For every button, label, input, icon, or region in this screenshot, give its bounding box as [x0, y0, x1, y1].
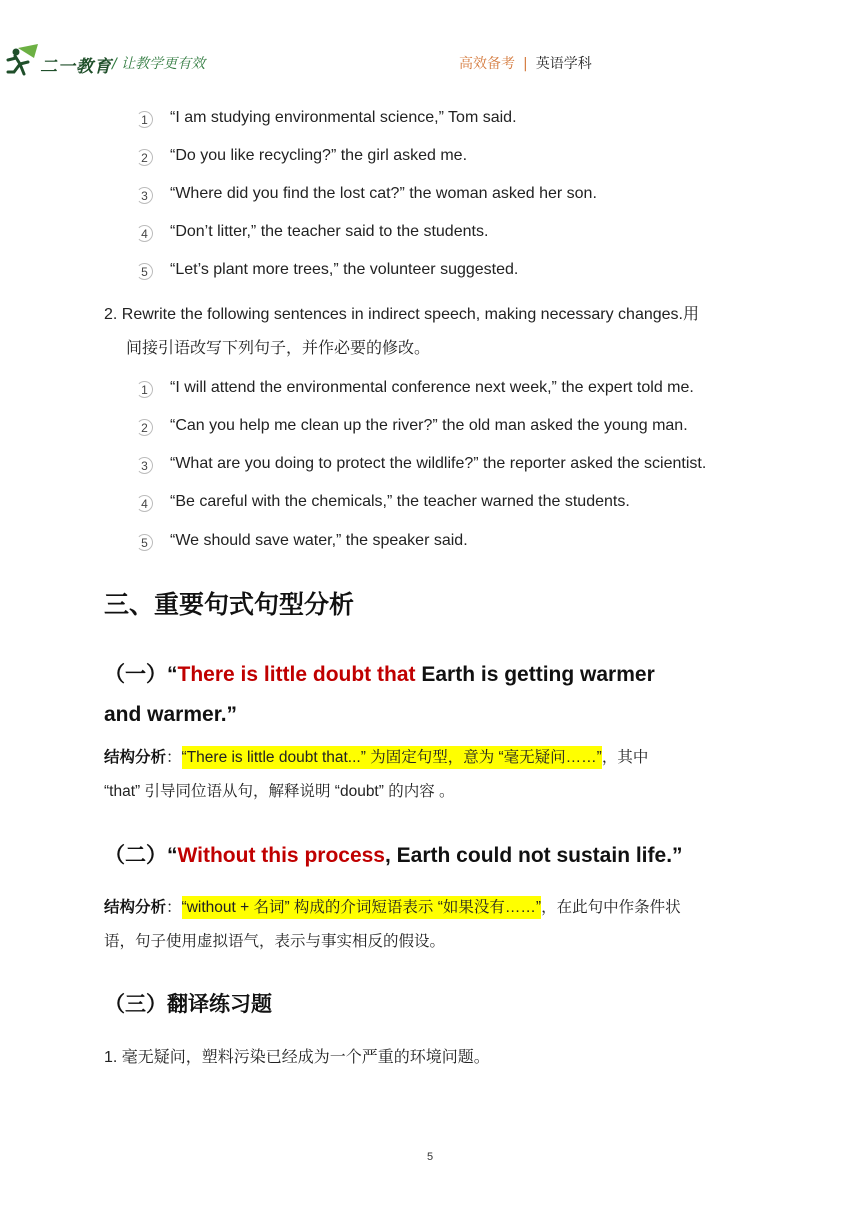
item-number: 1 [136, 111, 153, 128]
analysis-1 [104, 741, 764, 809]
highlighted-explanation: “without + 名词” 构成的介词短语表示 “如果没有……” [182, 896, 542, 919]
question-2-line1: 2. Rewrite the following sentences in indirect speech, making necessary changes.用 [104, 306, 699, 323]
item-text: “We should save water,” the speaker said. [170, 532, 468, 549]
question-2 [104, 298, 764, 366]
item-number: 3 [136, 187, 153, 204]
sub-heading-2-line1 [104, 836, 683, 876]
sub-heading-1-line1 [104, 655, 655, 695]
header-subject [459, 53, 592, 73]
item-number: 5 [136, 263, 153, 280]
analysis-2-line2: 语，句子使用虚拟语气，表示与事实相反的假设。 [104, 933, 446, 950]
sub-heading-prefix: （一）“ [104, 663, 178, 686]
section-3-title: 三、重要句式句型分析 [104, 590, 355, 619]
question-2-line2: 间接引语改写下列句子，并作必要的修改。 [126, 340, 431, 357]
item-number: 5 [136, 534, 153, 551]
key-phrase: There is little doubt that [177, 663, 416, 686]
item-text: “What are you doing to protect the wildlife?” the reporter asked the scientist. [170, 455, 707, 472]
header-tagline: 高效备考 [459, 56, 515, 72]
analysis-after: ，在此句中作条件状 [541, 899, 681, 916]
item-number: 2 [136, 149, 153, 166]
analysis-2-line1 [104, 891, 764, 925]
item-number: 2 [136, 419, 153, 436]
analysis-colon: ： [166, 749, 182, 766]
sub-heading-prefix: （二）“ [104, 844, 178, 867]
item-text: “Let’s plant more trees,” the volunteer suggested. [170, 261, 519, 278]
sub-heading-rest: , Earth could not sustain life.” [385, 844, 683, 867]
header-separator: | [523, 56, 528, 72]
item-number: 4 [136, 495, 153, 512]
item-text: “I am studying environmental science,” Tom said. [170, 109, 517, 126]
translation-question-1: 1. 毫无疑问，塑料污染已经成为一个严重的环境问题。 [104, 1049, 490, 1066]
slogan: / 让教学更有效 [112, 56, 206, 72]
highlighted-explanation: “There is little doubt that...” 为固定句型，意为 “毫无疑问……” [182, 746, 602, 769]
sub-heading-3: （三）翻译练习题 [104, 993, 272, 1016]
item-text: “Where did you find the lost cat?” the woman asked her son. [170, 185, 597, 202]
sub-heading-1 [104, 655, 655, 735]
page-header [0, 0, 860, 90]
item-number: 3 [136, 457, 153, 474]
item-text: “Do you like recycling?” the girl asked me. [170, 147, 468, 164]
logo-text: 二一教育 [40, 57, 112, 77]
brand-logo [4, 44, 124, 80]
analysis-label: 结构分析 [104, 899, 167, 916]
item-text: “Can you help me clean up the river?” the old man asked the young man. [170, 417, 688, 434]
analysis-after: ，其中 [601, 749, 649, 766]
item-number: 1 [136, 381, 153, 398]
item-text: “Don’t litter,” the teacher said to the students. [170, 223, 489, 240]
analysis-label: 结构分析 [104, 749, 167, 766]
key-phrase: Without this process [177, 844, 385, 867]
analysis-1-line2: “that” 引导同位语从句，解释说明 “doubt” 的内容 。 [104, 783, 455, 800]
analysis-2 [104, 891, 764, 959]
analysis-1-line1 [104, 741, 764, 775]
runner-logo-icon [4, 44, 44, 80]
sub-heading-2 [104, 836, 683, 876]
item-text: “I will attend the environmental conference next week,” the expert told me. [170, 379, 694, 396]
analysis-colon: ： [166, 899, 182, 916]
header-subject-name: 英语学科 [535, 56, 592, 72]
page-number: 5 [426, 1151, 434, 1163]
item-text: “Be careful with the chemicals,” the teacher warned the students. [170, 493, 630, 510]
item-number: 4 [136, 225, 153, 242]
sub-heading-rest: Earth is getting warmer [415, 663, 655, 686]
sub-heading-1-line2: and warmer.” [104, 703, 238, 726]
